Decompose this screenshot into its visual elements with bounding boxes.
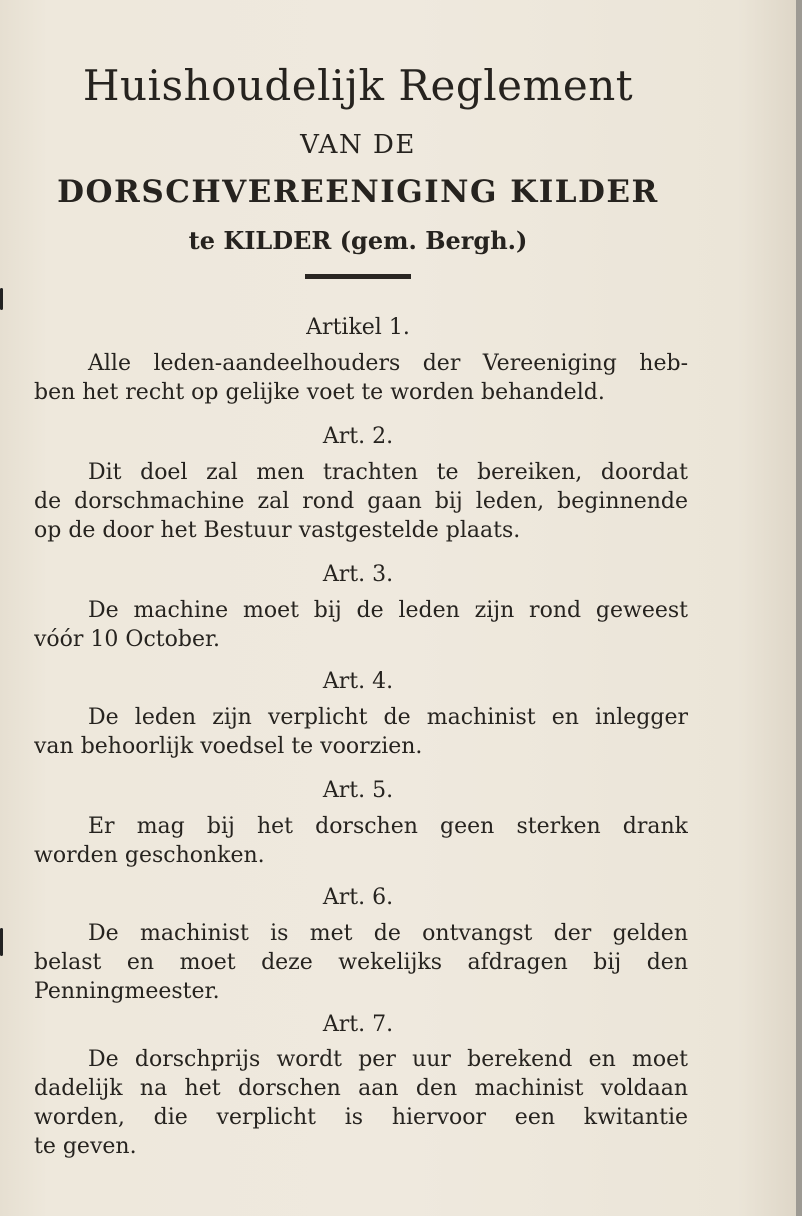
article-line: vóór 10 October. bbox=[34, 627, 221, 652]
article-line: de dorschmachine zal rond gaan bij leden, beginnende bbox=[34, 489, 688, 514]
article-line: De machinist is met de ontvangst der gelden bbox=[88, 921, 688, 946]
organization-location: te KILDER (gem. Bergh.) bbox=[188, 226, 528, 255]
article-line: Er mag bij het dorschen geen sterken drank bbox=[88, 814, 688, 839]
document-subtitle: VAN DE bbox=[300, 130, 416, 160]
article-line: De machine moet bij de leden zijn rond geweest bbox=[88, 598, 688, 623]
organization-name: DORSCHVEREENIGING KILDER bbox=[57, 174, 659, 210]
article-heading: Artikel 1. bbox=[306, 315, 410, 340]
article-text bbox=[34, 458, 688, 545]
article-heading: Art. 2. bbox=[322, 424, 394, 449]
article-heading: Art. 7. bbox=[322, 1012, 394, 1037]
article-text bbox=[34, 919, 688, 1006]
article-text bbox=[34, 596, 688, 654]
document-title: Huishoudelijk Reglement bbox=[82, 61, 634, 110]
article-text bbox=[34, 1045, 688, 1161]
article-line: te geven. bbox=[34, 1134, 137, 1159]
article-line: worden geschonken. bbox=[34, 843, 265, 868]
article-heading: Art. 6. bbox=[322, 885, 394, 910]
article-text bbox=[34, 703, 688, 761]
article-heading: Art. 3. bbox=[322, 562, 394, 587]
article-line: Penningmeester. bbox=[34, 979, 220, 1004]
article-line: worden, die verplicht is hiervoor een kwitantie bbox=[34, 1105, 688, 1130]
article-line: dadelijk na het dorschen aan den machinist voldaan bbox=[34, 1076, 688, 1101]
article-heading: Art. 5. bbox=[322, 778, 394, 803]
binding-mark bbox=[0, 928, 3, 956]
article-line: ben het recht op gelijke voet te worden behandeld. bbox=[34, 380, 605, 405]
article-line: Dit doel zal men trachten te bereiken, doordat bbox=[88, 460, 688, 485]
article-line: op de door het Bestuur vastgestelde plaats. bbox=[34, 518, 521, 543]
article-line: De dorschprijs wordt per uur berekend en moet bbox=[88, 1047, 688, 1072]
article-heading: Art. 4. bbox=[322, 669, 394, 694]
article-text bbox=[34, 349, 688, 407]
article-line: van behoorlijk voedsel te voorzien. bbox=[34, 734, 423, 759]
title-divider bbox=[305, 274, 411, 279]
article-line: belast en moet deze wekelijks afdragen bij den bbox=[34, 950, 688, 975]
article-line: De leden zijn verplicht de machinist en inlegger bbox=[88, 705, 688, 730]
article-text bbox=[34, 812, 688, 870]
article-line: Alle leden-aandeelhouders der Vereeniging heb- bbox=[88, 351, 688, 376]
page-edge-shadow bbox=[796, 0, 802, 1216]
binding-mark bbox=[0, 288, 3, 310]
